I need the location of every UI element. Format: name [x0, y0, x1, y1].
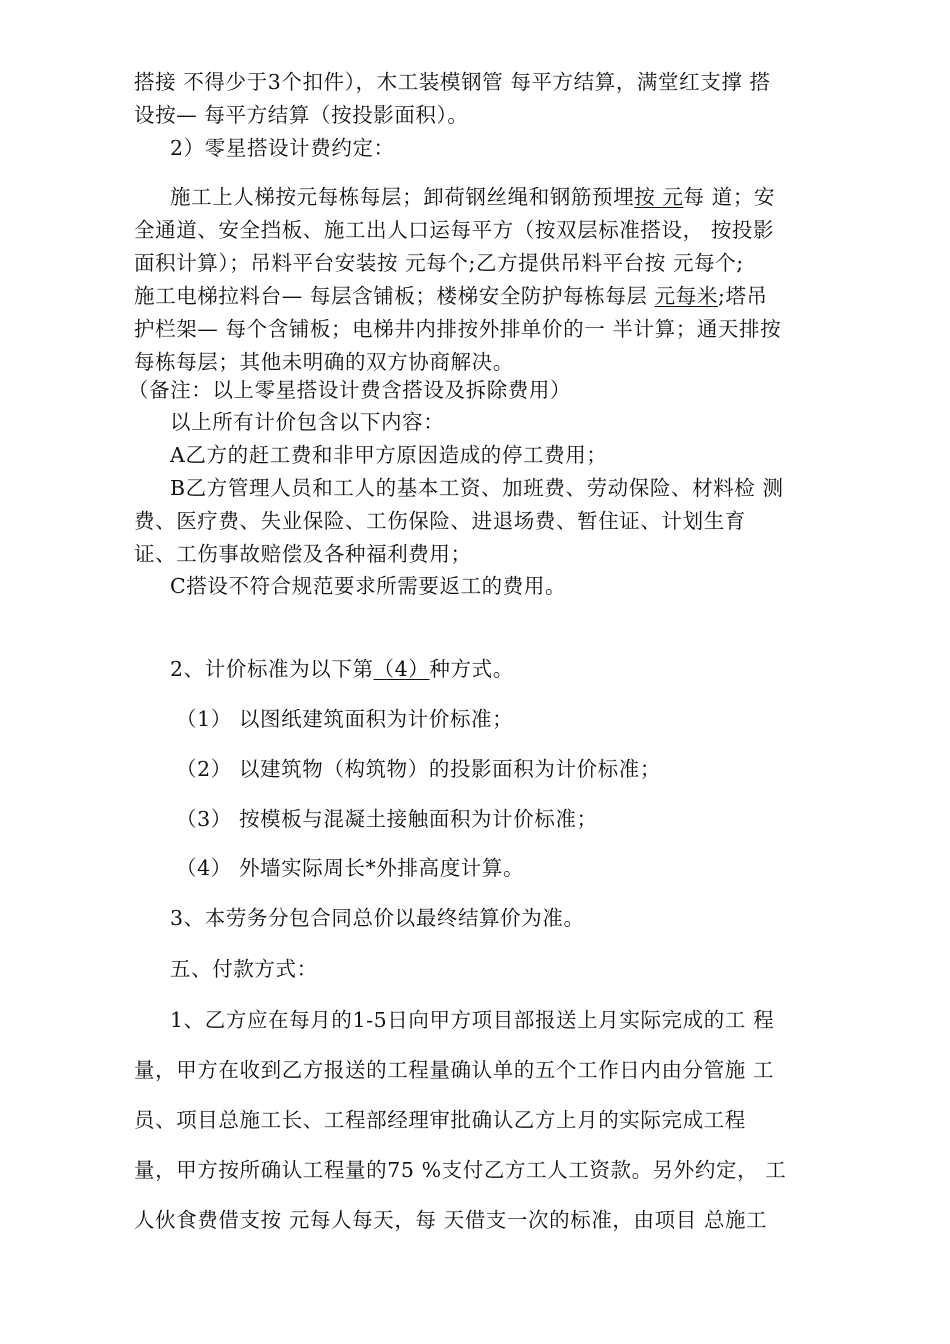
text-line-14: 费、医疗费、失业保险、工伤保险、进退场费、暂住证、计划生育 — [134, 509, 746, 533]
underlined-blank: 元每米 — [654, 284, 718, 308]
text-line-13: B乙方管理人员和工人的基本工资、加班费、劳动保险、材料检 测 — [170, 476, 784, 500]
text-line-16: C搭设不符合规范要求所需要返工的费用。 — [170, 574, 567, 598]
text-segment: 种方式。 — [429, 657, 514, 681]
text-line-18: （1） 以图纸建筑面积为计价标准； — [176, 707, 514, 731]
text-line-8: 护栏架— 每个含铺板；电梯井内排按外排单价的一 半计算；通天排按 — [134, 317, 782, 341]
underlined-choice: （4） — [373, 657, 430, 681]
text-line-24: 1、乙方应在每月的1-5日向甲方项目部报送上月实际完成的工 程 — [170, 1008, 775, 1032]
text-segment: ;塔吊 — [717, 284, 768, 308]
text-line-28: 人伙食费借支按 元每人每天，每 天借支一次的标准，由项目 总施工 — [134, 1208, 768, 1232]
text-line-2: 设按— 每平方结算（按投影面积）。 — [134, 103, 469, 127]
text-line-10: （备注：以上零星搭设计费含搭设及拆除费用） — [128, 378, 572, 402]
text-segment: 每 道；安 — [683, 185, 776, 209]
text-segment: 2、计价标准为以下第 — [170, 657, 374, 681]
text-line-6: 面积计算）；吊料平台安装按 元每个;乙方提供吊料平台按 元每个; — [134, 251, 744, 275]
text-line-15: 证、工伤事故赔偿及各种福利费用； — [134, 542, 472, 566]
text-line-22: 3、本劳务分包合同总价以最终结算价为准。 — [170, 906, 585, 930]
text-segment: 施工上人梯按元每栋每层；卸荷钢丝绳和钢筋预埋 — [170, 185, 635, 209]
text-line-1: 搭接 不得少于3个扣件），木工装模钢管 每平方结算，满堂红支撑 搭 — [134, 70, 771, 94]
text-line-7 — [134, 284, 768, 308]
text-line-12: A乙方的赶工费和非甲方原因造成的停工费用； — [170, 443, 608, 467]
text-line-27: 量，甲方按所确认工程量的75 %支付乙方工人工资款。另外约定， 工 — [134, 1158, 787, 1182]
text-line-25: 量，甲方在收到乙方报送的工程量确认单的五个工作日内由分管施 工 — [134, 1058, 775, 1082]
text-line-17 — [170, 657, 514, 681]
text-line-4 — [170, 185, 775, 209]
underlined-blank: 按 元 — [634, 185, 684, 209]
text-line-11: 以上所有计价包含以下内容： — [170, 410, 445, 434]
text-line-9: 每栋每层；其他未明确的双方协商解决。 — [134, 350, 514, 374]
text-line-26: 员、项目总施工长、工程部经理审批确认乙方上月的实际完成工程 — [134, 1108, 746, 1132]
text-line-5: 全通道、安全挡板、施工出人口运每平方（按双层标准搭设， 按投影 — [134, 218, 775, 242]
text-line-3: 2）零星搭设计费约定： — [170, 136, 395, 160]
text-segment: 施工电梯拉料台— 每层含铺板；楼梯安全防护每栋每层 — [134, 284, 655, 308]
text-line-19: （2） 以建筑物（构筑物）的投影面积为计价标准； — [176, 757, 661, 781]
text-line-23: 五、付款方式： — [170, 957, 318, 981]
text-line-21: （4） 外墙实际周长*外排高度计算。 — [176, 856, 525, 880]
text-line-20: （3） 按模板与混凝土接触面积为计价标准； — [176, 807, 598, 831]
